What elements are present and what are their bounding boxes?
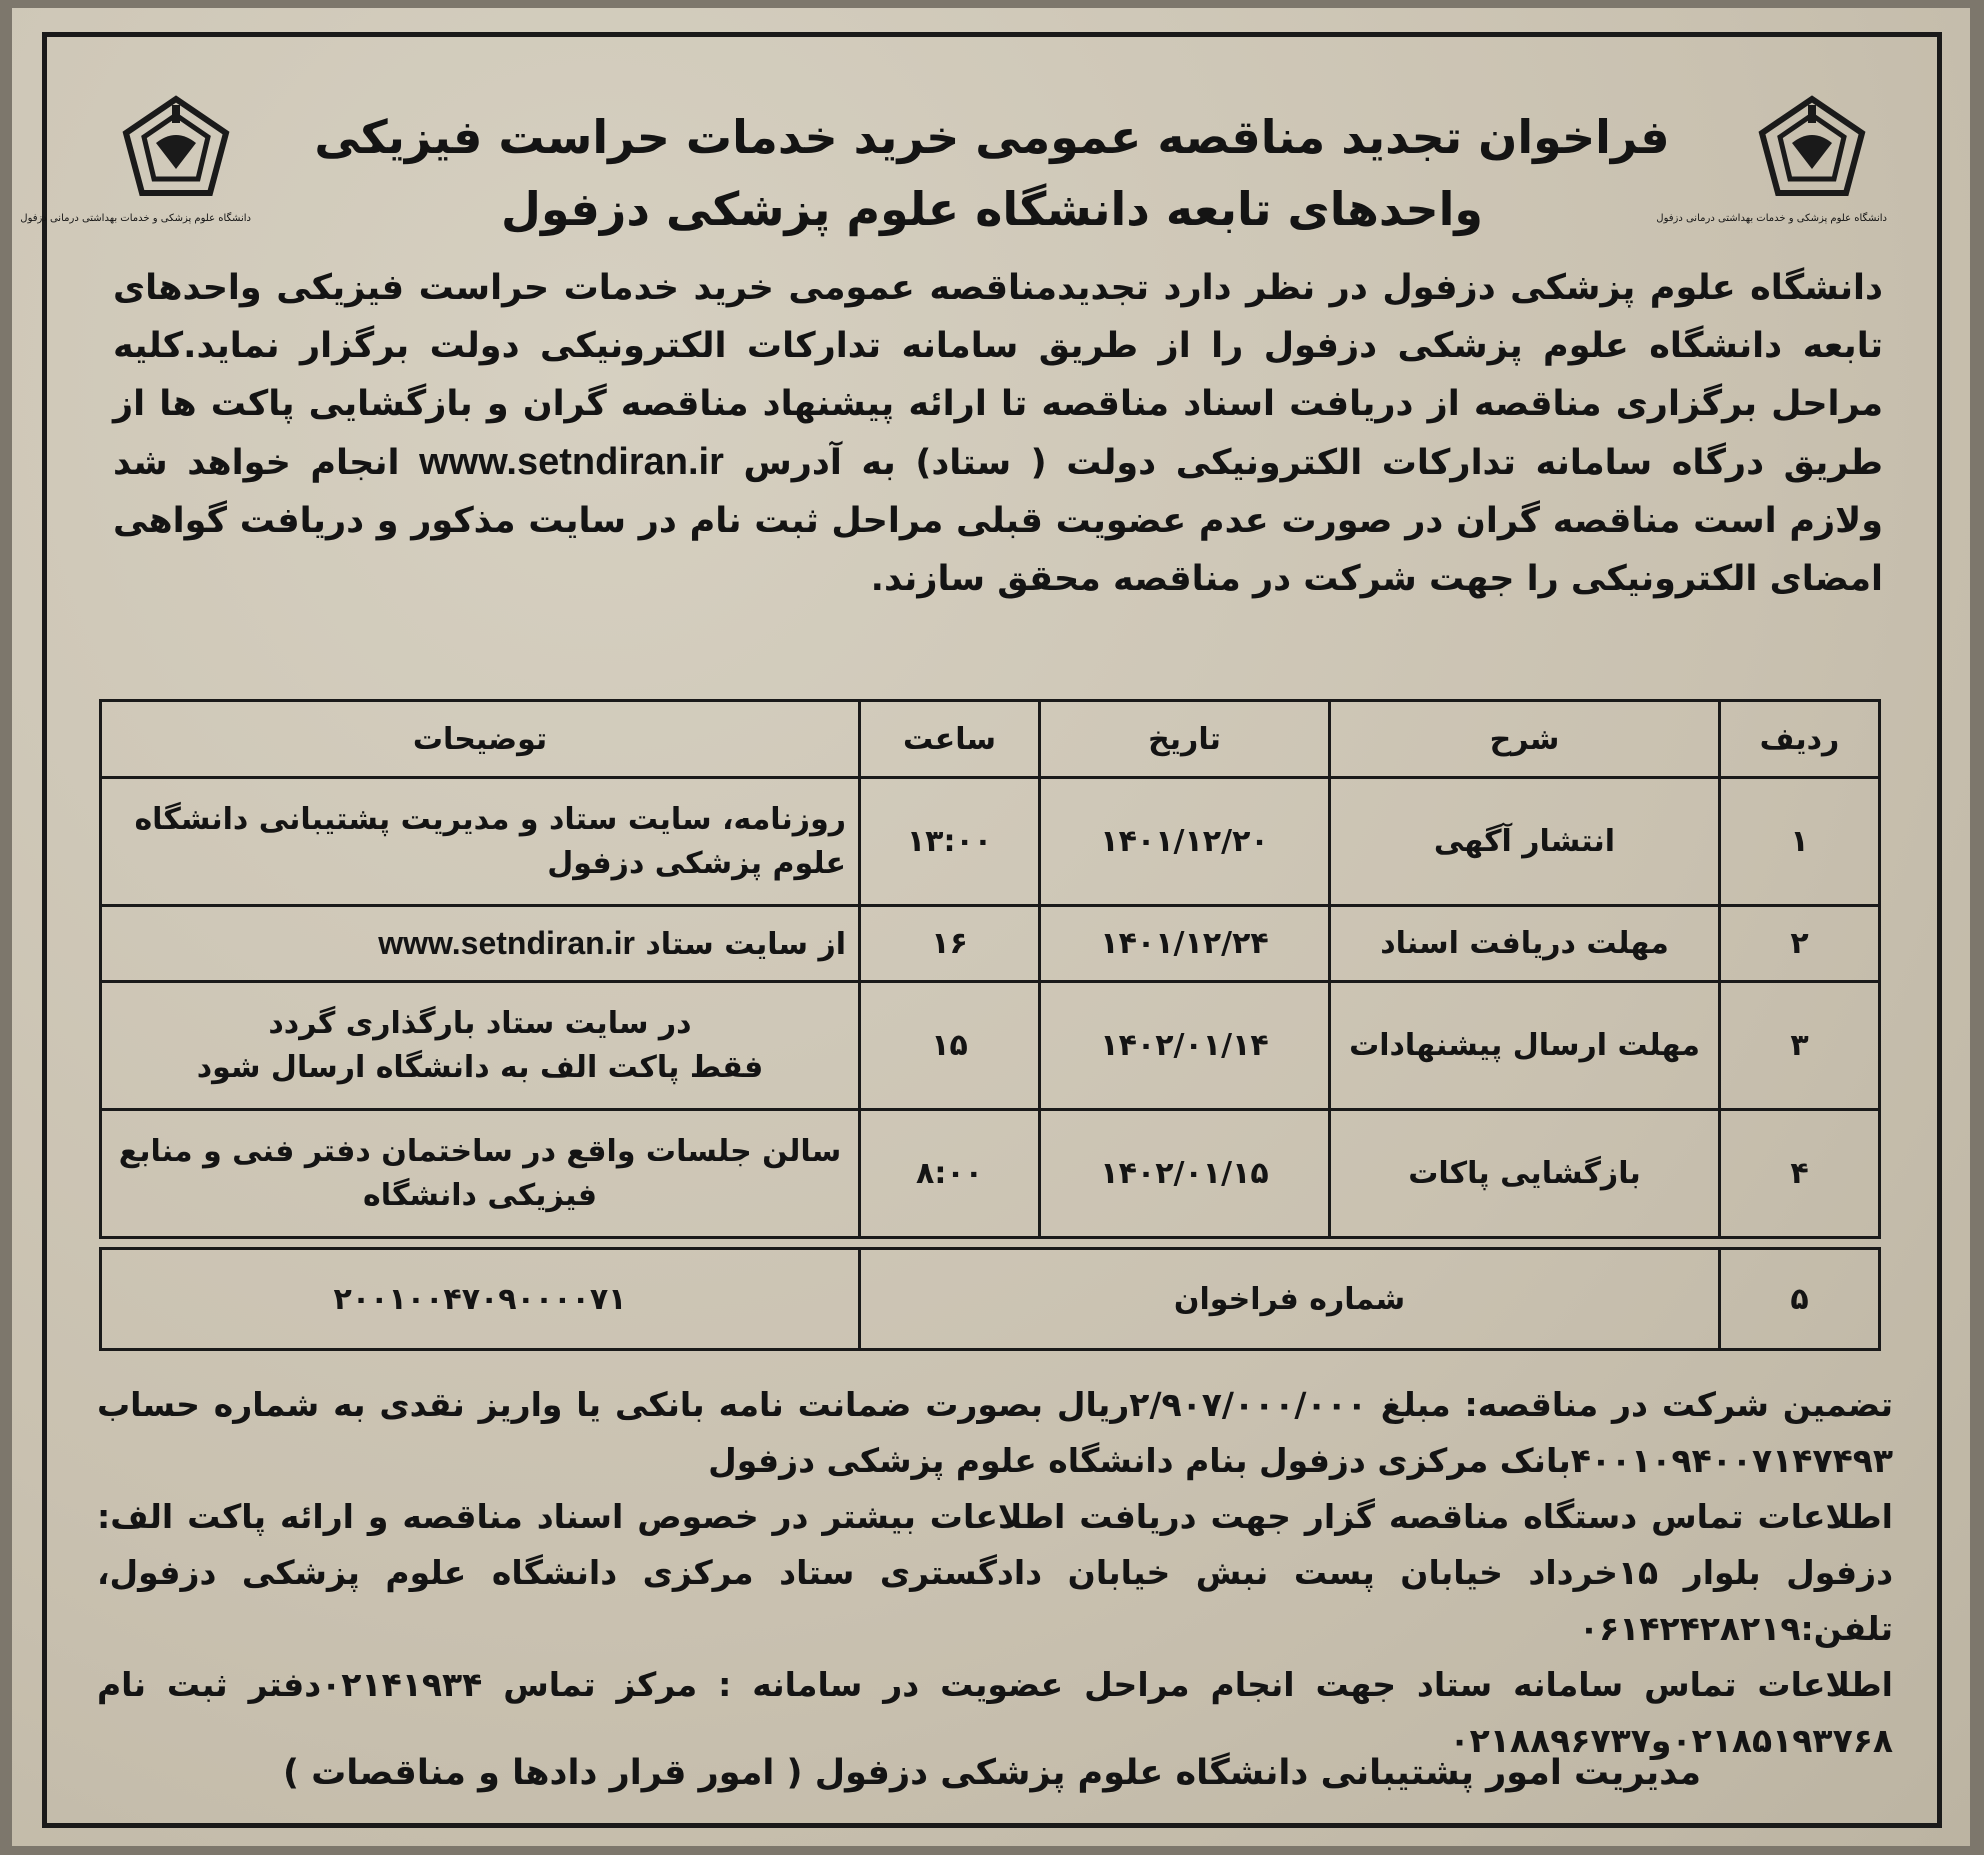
row-number: ۲ (1720, 906, 1880, 982)
university-logo-left (20, 93, 251, 243)
row-time: ۸:۰۰ (860, 1110, 1040, 1238)
row-notes-text: از سایت ستاد (645, 926, 846, 962)
table-row (101, 906, 1880, 982)
intro-text-before: دانشگاه علوم پزشکی دزفول در نظر دارد تجدیدمناقصه عمومی خرید خدمات حراست فیزیکی واحدهای تابعه دانشگاه علوم پزشکی دزفول را از طریق سامانه تدارکات الکترونیکی دولت برگزار نماید.کلیه مراحل برگزاری مناقصه از دریافت اسناد مناقصه تا ارائه پیشنهاد مناقصه گران و بازگشایی پاکت ها از طریق درگاه سامانه تدارکات الکترونیکی دولت ( ستاد) به آدرس (113, 268, 1884, 483)
row-notes-line-2: فقط پاکت الف به دانشگاه ارسال شود (196, 1049, 764, 1085)
setad-contact-text: اطلاعات تماس سامانه ستاد جهت انجام مراحل عضویت در سامانه : مرکز تماس ۰۲۱۴۱۹۳۴دفتر ثبت نام ۰۲۱۸۵۱۹۳۷۶۸و۰۲۱۸۸۹۶۷۳۷ (97, 1665, 1893, 1760)
call-number-table (99, 1247, 1881, 1351)
setad-url: www.setndiran.ir (419, 441, 724, 483)
table-row (101, 982, 1880, 1110)
title-line-1: فراخوان تجدید مناقصه عمومی خرید خدمات حراست فیزیکی (314, 110, 1670, 164)
row-date: ۱۴۰۲/۰۱/۱۴ (1040, 982, 1330, 1110)
university-emblem-icon (116, 93, 236, 213)
row-date: ۱۴۰۱/۱۲/۲۴ (1040, 906, 1330, 982)
header-time: ساعت (860, 701, 1040, 778)
guarantee-text: تضمین شرکت در مناقصه: مبلغ ۲/۹۰۷/۰۰۰/۰۰۰ریال بصورت ضمانت نامه بانکی یا واریز نقدی به شماره حساب ۴۰۰۱۰۹۴۰۰۷۱۴۷۴۹۳بانک مرکزی دزفول بنام دانشگاه علوم پزشکی دزفول (97, 1385, 1893, 1480)
intro-text-after: انجام خواهد شد ولازم است مناقصه گران در صورت عدم عضویت قبلی مراحل ثبت نام در سایت مذکور و دریافت گواهی امضای الکترونیکی را جهت شرکت در مناقصه محقق سازند. (113, 443, 1883, 599)
table-header-row (101, 701, 1880, 778)
call-number-label: شماره فراخوان (860, 1249, 1720, 1350)
row-notes (101, 982, 860, 1110)
notice-frame (20, 32, 1942, 1828)
call-number-value: ۲۰۰۱۰۰۴۷۰۹۰۰۰۰۷۱ (101, 1249, 860, 1350)
row-notes: سالن جلسات واقع در ساختمان دفتر فنی و منابع فیزیکی دانشگاه (101, 1110, 860, 1238)
row-time: ۱۵ (860, 982, 1040, 1110)
row-number: ۵ (1720, 1249, 1880, 1350)
notice-title (247, 101, 1737, 245)
table-row (101, 1249, 1880, 1350)
row-date: ۱۴۰۲/۰۱/۱۵ (1040, 1110, 1330, 1238)
signature-line: مدیریت امور پشتیبانی دانشگاه علوم پزشکی دزفول ( امور قرار دادها و مناقصات ) (282, 1753, 1702, 1793)
row-notes-url: www.setndiran.ir (378, 924, 635, 961)
table-row (101, 778, 1880, 906)
footer-info (97, 1377, 1893, 1769)
row-time: ۱۶ (860, 906, 1040, 982)
newspaper-clipping (12, 8, 1970, 1846)
row-notes-line-1: در سایت ستاد بارگذاری گردد (268, 1005, 692, 1041)
title-line-2: واحدهای تابعه دانشگاه علوم پزشکی دزفول (501, 182, 1483, 236)
row-number: ۱ (1720, 778, 1880, 906)
row-subject: بازگشایی پاکات (1330, 1110, 1720, 1238)
logo-caption-left: دانشگاه علوم پزشکی و خدمات بهداشتی درمانی دزفول (20, 213, 251, 224)
table-row (101, 1110, 1880, 1238)
row-date: ۱۴۰۱/۱۲/۲۰ (1040, 778, 1330, 906)
intro-paragraph (113, 259, 1883, 608)
row-subject: مهلت دریافت اسناد (1330, 906, 1720, 982)
header-date: تاریخ (1040, 701, 1330, 778)
row-time: ۱۳:۰۰ (860, 778, 1040, 906)
row-number: ۴ (1720, 1110, 1880, 1238)
header-subject: شرح (1330, 701, 1720, 778)
schedule-table (99, 699, 1881, 1239)
header-notes: توضیحات (101, 701, 860, 778)
row-subject: مهلت ارسال پیشنهادات (1330, 982, 1720, 1110)
row-number: ۳ (1720, 982, 1880, 1110)
contact-text: اطلاعات تماس دستگاه مناقصه گزار جهت دریافت اطلاعات بیشتر در خصوص اسناد مناقصه و ارائه پاکت الف: دزفول بلوار ۱۵خرداد خیابان پست نبش خیابان دادگستری ستاد مرکزی دانشگاه علوم پزشکی دزفول، تلفن:۰۶۱۴۲۴۲۸۲۱۹ (97, 1497, 1894, 1648)
university-emblem-icon (1752, 93, 1872, 213)
row-notes: روزنامه، سایت ستاد و مدیریت پشتیبانی دانشگاه علوم پزشکی دزفول (101, 778, 860, 906)
row-subject: انتشار آگهی (1330, 778, 1720, 906)
header-row-number: ردیف (1720, 701, 1880, 778)
logo-caption-right: دانشگاه علوم پزشکی و خدمات بهداشتی درمانی دزفول (1656, 213, 1887, 224)
row-notes (101, 906, 860, 982)
university-logo-right (1656, 93, 1887, 243)
